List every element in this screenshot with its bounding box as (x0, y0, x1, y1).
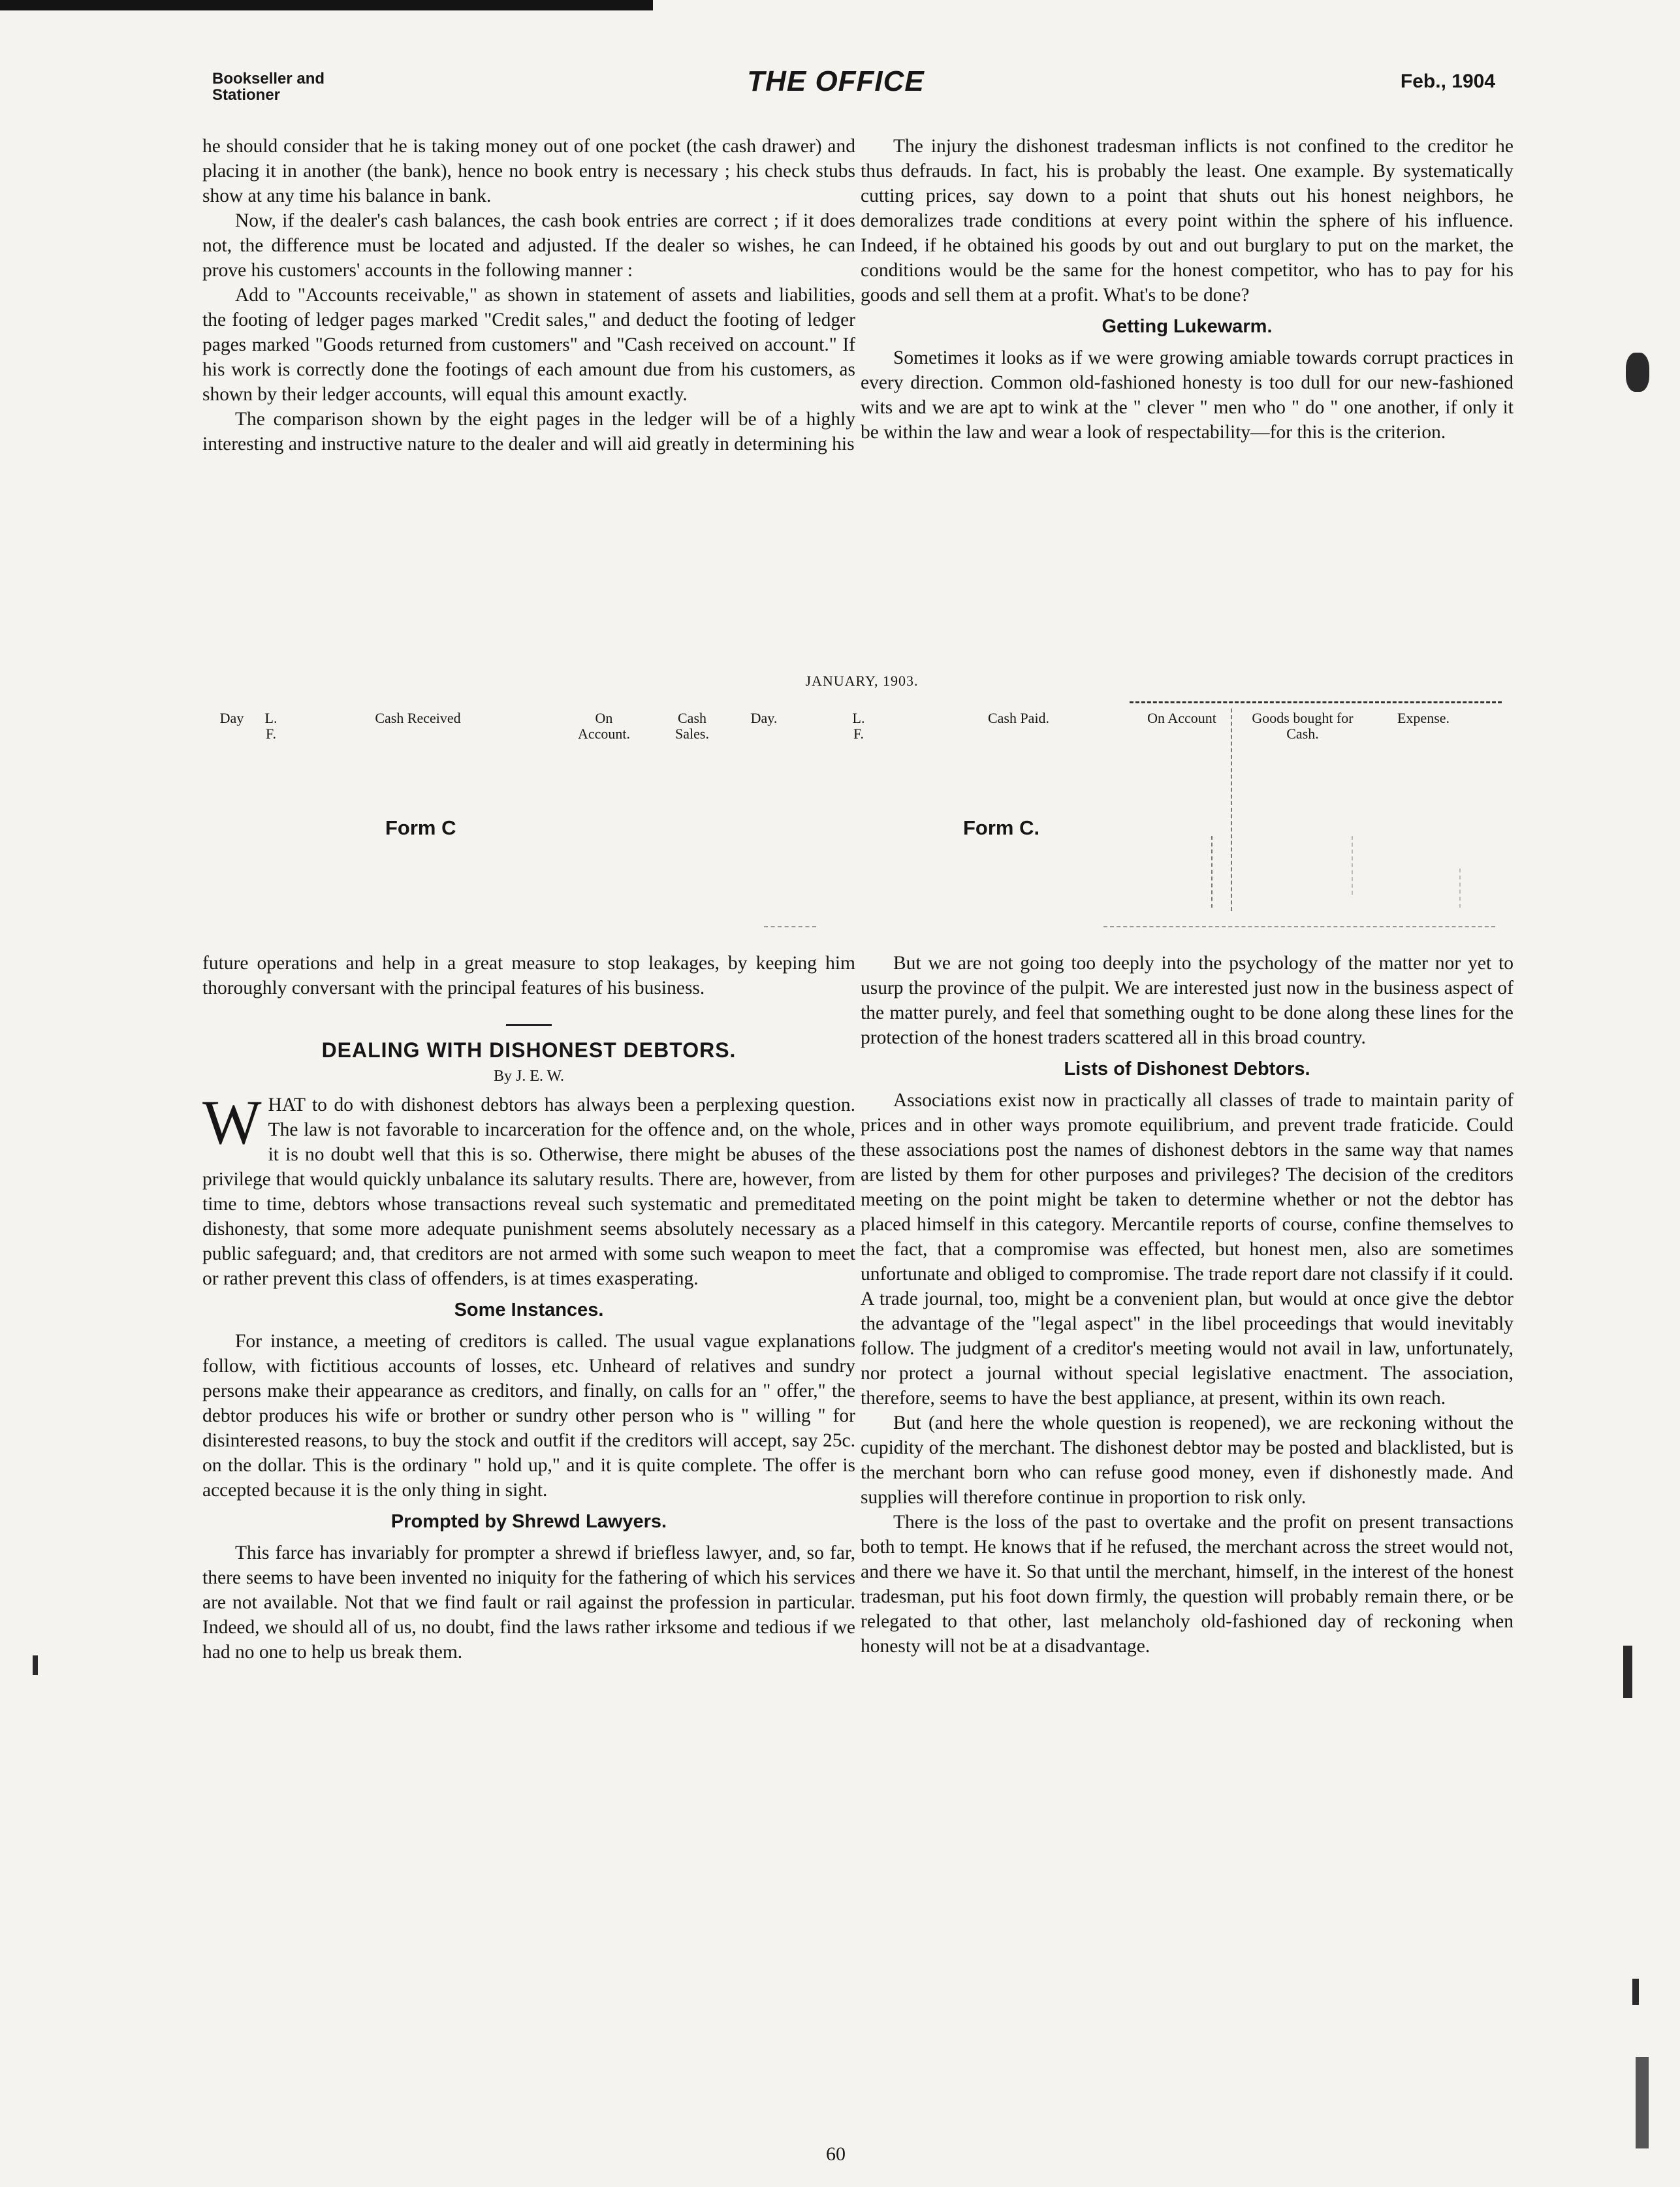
ledger-column-divider (1352, 836, 1353, 895)
column-right-top (861, 134, 1514, 445)
ledger-top-rule (1130, 701, 1502, 703)
header-publication (212, 71, 408, 103)
scan-mark (1623, 1646, 1632, 1698)
ledger-header: Day. (750, 710, 778, 726)
ledger-header: L. F. (852, 710, 865, 742)
ledger-column-divider (1231, 709, 1232, 911)
paragraph: For instance, a meeting of creditors is called. The usual vague explanations follow, with fictitious accounts of losses, etc. Unheard of relatives and sundry persons make their appearance as creditors, and finally, on calls for an " offer," the debtor produces his wife or brother or sundry other person who is " willing " for disinterested reasons, to buy the stock and outfit if the creditors will accept, say 25c. on the dollar. This is the ordinary " hold up," and it is quite complete. The offer is accepted because it is the only thing in sight. (202, 1331, 855, 1501)
paragraph: he should consider that he is taking money out of one pocket (the cash drawer) and placing it in another (the bank), hence no book entry is necessary ; his check stubs show at any time his balance in bank. (202, 136, 855, 206)
paragraph: The injury the dishonest tradesman inflicts is not confined to the creditor he thus defrauds. In fact, his is probably the least. One example. By systematically cutting prices, say down to a point that shuts out his honest neighbors, he demoralizes trade conditions at every point within the sphere of his influence. Indeed, if he obtained his goods by out and out burglary to put on the market, the conditions would be the same for the honest competitor, who has to pay for his goods and sell them at a profit. What's to be done? (861, 136, 1514, 306)
ledger-header: On Account. (577, 710, 631, 742)
ledger-title: JANUARY, 1903. (805, 673, 919, 689)
ledger-header: On Account (1147, 710, 1216, 726)
paragraph: But (and here the whole question is reopened), we are reckoning without the cupidity of the merchant. The dishonest debtor may be posted and blacklisted, but is the merchant born who can refuse good money, even if dishonestly made. And supplies will therefore continue in proportion to risk only. (861, 1413, 1514, 1508)
paragraph: The comparison shown by the eight pages in the ledger will be of a highly interesting and instructive nature to the dealer and will aid greatly in determining his (202, 409, 855, 455)
form-label-left: Form C (385, 816, 456, 839)
article-byline: By J. E. W. (493, 1068, 565, 1085)
ledger-column-divider (1459, 869, 1461, 908)
scan-mark (33, 1655, 38, 1675)
article-intro (202, 1087, 855, 1291)
paragraph: Sometimes it looks as if we were growing amiable towards corrupt practices in every direction. Common old-fashioned honesty is too dull for our new-fashioned wits and we are apt to wink at the " clever " men who " do " one another, if only it be within the law and wear a look of respectability—for this is the criterion. (861, 347, 1514, 443)
section-heading: Lists of Dishonest Debtors. (1064, 1059, 1310, 1079)
drop-cap: W (202, 1087, 262, 1157)
page-title: THE OFFICE (747, 65, 925, 97)
ledger-header: Cash Received (375, 710, 461, 726)
section-heading: Prompted by Shrewd Lawyers. (390, 1511, 667, 1532)
scan-mark (1636, 2057, 1649, 2148)
ledger-form (202, 673, 1502, 940)
scan-mark (1632, 1979, 1639, 2005)
header-date: Feb., 1904 (1400, 71, 1495, 92)
section-heading: Some Instances. (454, 1300, 604, 1320)
paragraph: Associations exist now in practically all classes of trade to maintain parity of prices and in other ways promote equilibrium, and prevent trade fraticide. Could these associations post the names of dishonest debtors in the same way that names are listed by them for other purposes and privileges? The decision of the creditors meeting on the point might be taken to determine whether or not the debtor has placed himself in this category. Mercantile reports of course, confine themselves to the fact, that a compromise was effected, but honest men, also are sometimes unfortunate and obliged to compromise. The trade report dare not classify if it could. A trade journal, too, might be a convenient plan, but would at once give the debtor the advantage of the "legal aspect" in the libel proceedings that would inevitably follow. The judgment of a creditor's meeting would not avail in law, unfortunately, nor protect a journal without special legislative enactment. The association, therefore, seems to have the best appliance, at present, within its own reach. (861, 1090, 1514, 1409)
ledger-header: Expense. (1397, 710, 1450, 726)
header-publication-line1: Bookseller and (212, 70, 325, 88)
paragraph: There is the loss of the past to overtake and the profit on present transactions both to tempt. He knows that if he refused, the merchant across the street would not, and there we have it. So that until the merchant, himself, in the interest of the honest tradesman, put his foot down firmly, the question will probably remain there, or be relegated to that other, last melancholy old-fashioned day of reckoning when honesty will not be at a disadvantage. (861, 1512, 1514, 1657)
scan-mark (1626, 353, 1649, 392)
page-number: 60 (826, 2143, 846, 2165)
paragraph: Add to "Accounts receivable," as shown in statement of assets and liabilities, the footing of ledger pages marked "Credit sales," and deduct the footing of ledger pages marked "Goods returned from customers" and "Cash received on account." If his work is correctly done the footings of each amount due from his customers, as shown by their ledger accounts, will equal this amount exactly. (202, 285, 855, 405)
ledger-header: Day (219, 710, 244, 726)
paragraph: Now, if the dealer's cash balances, the cash book entries are correct ; if it does not, the difference must be located and adjusted. If the dealer so wishes, he can prove his customers' accounts in the following manner : (202, 210, 855, 281)
ledger-header: Cash Sales. (675, 710, 709, 742)
paragraph: But we are not going too deeply into the psychology of the matter nor yet to usurp the province of the pulpit. We are interested just now in the business aspect of the matter purely, and feel that something ought to be done along these lines for the protection of the honest traders scattered all in this broad country. (861, 953, 1514, 1048)
header-publication-line2: Stationer (212, 86, 281, 104)
paragraph: This farce has invariably for prompter a shrewd if briefless lawyer, and, so far, there seems to have been invented no iniquity for the fathering of which his services are not available. Not that we find fault or rail against the profession in particular. Indeed, we should all of us, no doubt, find the laws rather irksome and tedious if we had no one to help us break them. (202, 1542, 855, 1663)
column-left-top (202, 134, 855, 456)
paragraph: future operations and help in a great measure to stop leakages, by keeping him thoroughly conversant with the principal features of his business. (202, 953, 855, 998)
ledger-bottom-rule (764, 926, 816, 927)
ledger-header: Cash Paid. (987, 710, 1050, 726)
ledger-column-divider (1211, 836, 1212, 908)
ledger-bottom-rule (1103, 926, 1495, 927)
top-scan-bar (0, 0, 653, 10)
ledger-header: Goods bought for Cash. (1252, 710, 1354, 742)
column-right-bottom (861, 951, 1514, 1659)
article-title: DEALING WITH DISHONEST DEBTORS. (321, 1038, 737, 1062)
intro-text: HAT to do with dishonest debtors has always been a perplexing question. The law is not favorable to incarceration for the offence and, on the whole, it is no doubt well that this is so. Otherwise, there might be abuses of the privilege that would quickly unbalance its salutary results. There are, however, from time to time, debtors whose transactions reveal such systematic and premeditated dishonesty, that some more adequate punishment seems absolutely necessary as a public safeguard; and, that creditors are not armed with some such weapon to meet or rather prevent this class of offenders, is at times exasperating. (202, 1094, 855, 1289)
form-label-right: Form C. (963, 816, 1040, 839)
section-heading: Getting Lukewarm. (1102, 316, 1273, 337)
column-left-bottom (202, 951, 855, 1665)
ledger-header: L. F. (264, 710, 277, 742)
